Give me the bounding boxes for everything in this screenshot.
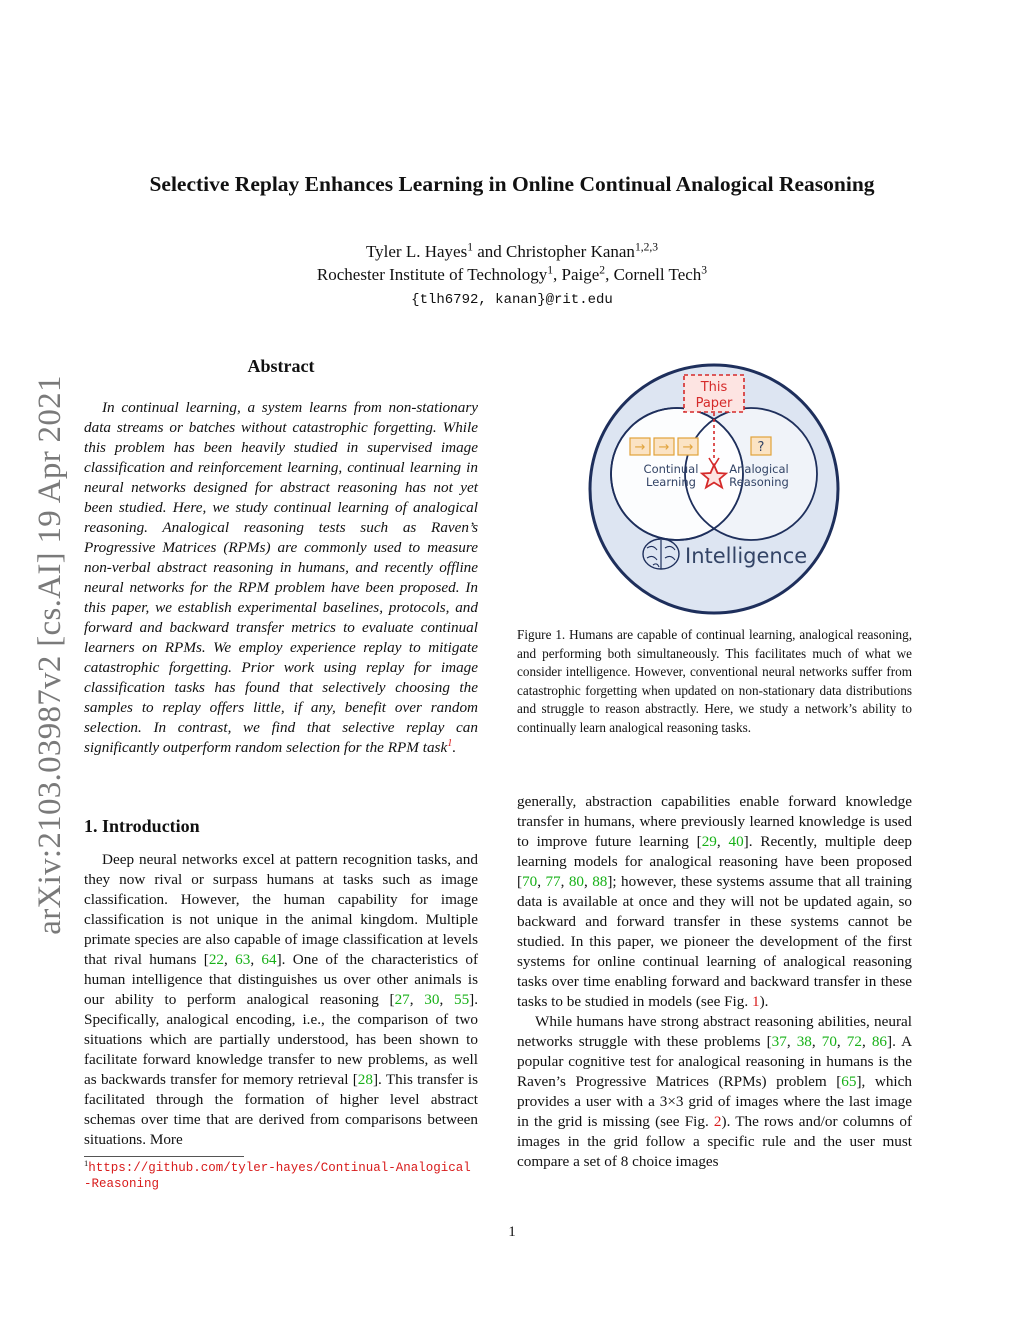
text-span: , bbox=[716, 833, 729, 850]
arrow-icon: → bbox=[658, 440, 670, 455]
author-name: Christopher Kanan bbox=[506, 242, 635, 261]
text-span: , bbox=[861, 1033, 872, 1050]
citation-link[interactable]: 22 bbox=[208, 951, 225, 968]
page-number: 1 bbox=[508, 1224, 516, 1240]
citation-link[interactable]: 38 bbox=[796, 1033, 812, 1050]
affiliation-marker: 1,2,3 bbox=[634, 240, 659, 254]
paper-title: Selective Replay Enhances Learning in Online Continual Analogical Reasoning bbox=[149, 172, 875, 196]
abstract-text: In continual learning, a system learns from non-stationary data streams or batches without catastrophic forgetting. While this problem has been heavily studied in supervised image classification and reinforcement learning, continual learning in neural networks designed for abstract reasoning has not yet been studied. Here, we study continual learning of analogical reasoning. Analogical reasoning tests such as Raven’s Progressive Matrices (RPMs) are commonly used to measure non-verbal abstract reasoning in humans, and recently offline neural networks for the RPM problem have been proposed. In this paper, we establish experimental baselines, protocols, and forward and backward transfer metrics to evaluate continual learners on RPMs. We employ experience replay to mitigate catastrophic forgetting. Prior work using replay for image classification tasks has found that selectively choosing the samples to replay offers little, if any, benefit over random selection. In contrast, we find that selective replay can significantly outperform random selection for the RPM task bbox=[84, 399, 478, 756]
question-mark: ? bbox=[757, 440, 765, 455]
intro-paragraph bbox=[84, 850, 478, 1150]
text-span: ]. This transfer is facilitated through the formation of higher level abstract schemas over time that are derived from comparisons between situations. More bbox=[84, 1071, 478, 1148]
affiliation: , Cornell Tech bbox=[605, 265, 702, 284]
citation-link[interactable]: 88 bbox=[592, 873, 608, 890]
text-span: ]. A popular cognitive test for analogical reasoning in humans is the Raven’s Progressive Matrices (RPMs) problem [ bbox=[517, 1033, 913, 1090]
citation-link[interactable]: 37 bbox=[771, 1033, 787, 1050]
citation-link[interactable]: 77 bbox=[545, 873, 561, 890]
this-paper-label: Paper bbox=[695, 396, 733, 411]
analogical-label: Analogical bbox=[729, 462, 789, 476]
text-span: generally, abstraction capabilities enable forward knowledge transfer in humans, where previously learned knowledge is used to improve future learning [ bbox=[517, 793, 912, 850]
affiliation-line bbox=[0, 263, 1024, 286]
figure-link[interactable]: 2 bbox=[713, 1113, 722, 1130]
text-span: , bbox=[811, 1033, 822, 1050]
arrow-icon: → bbox=[634, 440, 646, 455]
text-span: , bbox=[224, 951, 236, 968]
citation-link[interactable]: 70 bbox=[522, 873, 538, 890]
text-span: , bbox=[786, 1033, 797, 1050]
affiliation-marker: 3 bbox=[701, 263, 708, 277]
author-email[interactable]: {tlh6792, kanan}@rit.edu bbox=[411, 292, 613, 308]
text-span: ]. One of the characteristics of human intelligence that distinguishes us over other animals is our ability to perform analogical reasoning [ bbox=[84, 951, 479, 1008]
text-span: ]. Specifically, analogical encoding, i.e., the comparison of two situations which are partially understood, has been shown to facilitate forward knowledge transfer to new problems, as well as backwards transfer for memory retrieval [ bbox=[84, 991, 479, 1088]
this-paper-label: This bbox=[700, 380, 728, 395]
citation-link[interactable]: 72 bbox=[846, 1033, 862, 1050]
figure-1-diagram bbox=[577, 362, 851, 617]
text-span: , bbox=[439, 991, 454, 1008]
continual-label: Learning bbox=[646, 475, 696, 489]
footnote-link[interactable]: 1 bbox=[447, 737, 453, 749]
footnote bbox=[84, 1157, 478, 1192]
text-span: ). bbox=[759, 993, 769, 1010]
citation-link[interactable]: 65 bbox=[841, 1073, 857, 1090]
right-column-body bbox=[517, 792, 912, 1172]
text-span: , bbox=[409, 991, 425, 1008]
question-box-icon bbox=[751, 437, 771, 455]
citation-link[interactable]: 64 bbox=[261, 951, 277, 968]
citation-link[interactable]: 63 bbox=[235, 951, 251, 968]
arrow-icon: → bbox=[682, 440, 694, 455]
author-conjunction: and bbox=[473, 242, 507, 261]
citation-link[interactable]: 40 bbox=[728, 833, 744, 850]
text-span: ]; however, these systems assume that all training data is available at once and they will not be updated again, so backward and forward transfer in these systems cannot be studied. In this paper, we pioneer the development of the first systems for online continual learning of analogical reasoning tasks over time enabling forward and backward transfer in these tasks to be studied in models (see Fig. bbox=[517, 873, 913, 1010]
analogical-label: Reasoning bbox=[729, 475, 789, 489]
abstract-body bbox=[84, 398, 478, 758]
section-heading-introduction: 1. Introduction bbox=[84, 816, 200, 836]
affiliation-marker: 1 bbox=[547, 263, 553, 277]
footnote-divider bbox=[84, 1156, 244, 1157]
citation-link[interactable]: 86 bbox=[871, 1033, 888, 1050]
affiliation: , Paige bbox=[553, 265, 600, 284]
citation-link[interactable]: 28 bbox=[357, 1071, 373, 1088]
citation-link[interactable]: 70 bbox=[821, 1033, 837, 1050]
text-span: Deep neural networks excel at pattern recognition tasks, and they now rival or surpass humans at tasks such as image classification. However, the human capability for image classification is not unique in the animal kingdom. Multiple primate species are also capable of image classification at levels that rival humans [ bbox=[84, 851, 478, 968]
text-span: , bbox=[537, 873, 546, 890]
text-span: , bbox=[250, 951, 262, 968]
figure-1 bbox=[577, 362, 851, 622]
text-span: , bbox=[584, 873, 593, 890]
continual-learning-icon bbox=[630, 438, 698, 455]
text-span: ]. Recently, multiple deep learning models for analogical reasoning have been proposed [ bbox=[517, 833, 912, 890]
text-span: ). The rows and/or columns of images in the grid follow a specific rule and the user must compare a set of 8 choice images bbox=[517, 1113, 912, 1170]
text-span: , bbox=[836, 1033, 847, 1050]
footnote-number: 1 bbox=[84, 1157, 89, 1168]
text-span: While humans have strong abstract reasoning abilities, neural networks struggle with these problems [ bbox=[517, 1013, 912, 1050]
continual-label: Continual bbox=[643, 462, 699, 476]
affiliation-marker: 1 bbox=[467, 240, 473, 254]
affiliation: Rochester Institute of Technology bbox=[316, 265, 548, 284]
author-name: Tyler L. Hayes bbox=[365, 242, 468, 261]
abstract-end: . bbox=[452, 739, 457, 756]
affiliation-marker: 2 bbox=[599, 263, 606, 277]
text-span: , bbox=[560, 873, 569, 890]
citation-link[interactable]: 80 bbox=[568, 873, 584, 890]
author-block bbox=[0, 240, 1024, 286]
figure-1-caption: Figure 1. Humans are capable of continual learning, analogical reasoning, and performing both simultaneously. This facilitates much of what we consider intelligence. However, conventional neural networks suffer from catastrophic forgetting when updated on non-stationary data distributions and struggle to reason abstractly. Here, we study a network’s ability to continually learn analogical reasoning tasks. bbox=[517, 627, 912, 735]
citation-link[interactable]: 29 bbox=[701, 833, 717, 850]
body-paragraph bbox=[517, 792, 912, 1012]
figure-link[interactable]: 1 bbox=[751, 993, 760, 1010]
intro-body bbox=[84, 850, 478, 1150]
citation-link[interactable]: 27 bbox=[394, 991, 410, 1008]
citation-link[interactable]: 30 bbox=[424, 991, 440, 1008]
arxiv-identifier[interactable]: arXiv:2103.03987v2 [cs.AI] 19 Apr 2021 bbox=[32, 375, 68, 935]
intelligence-label: Intelligence bbox=[685, 544, 808, 568]
footnote-url[interactable]: https://github.com/tyler-hayes/Continual-Analogical-Reasoning bbox=[84, 1161, 471, 1191]
abstract-heading: Abstract bbox=[247, 356, 315, 376]
citation-link[interactable]: 55 bbox=[453, 991, 470, 1008]
body-paragraph bbox=[517, 1012, 912, 1172]
author-line bbox=[0, 240, 1024, 263]
text-span: ], which provides a user with a 3×3 grid of images where the last image in the grid is missing (see Fig. bbox=[517, 1073, 912, 1130]
